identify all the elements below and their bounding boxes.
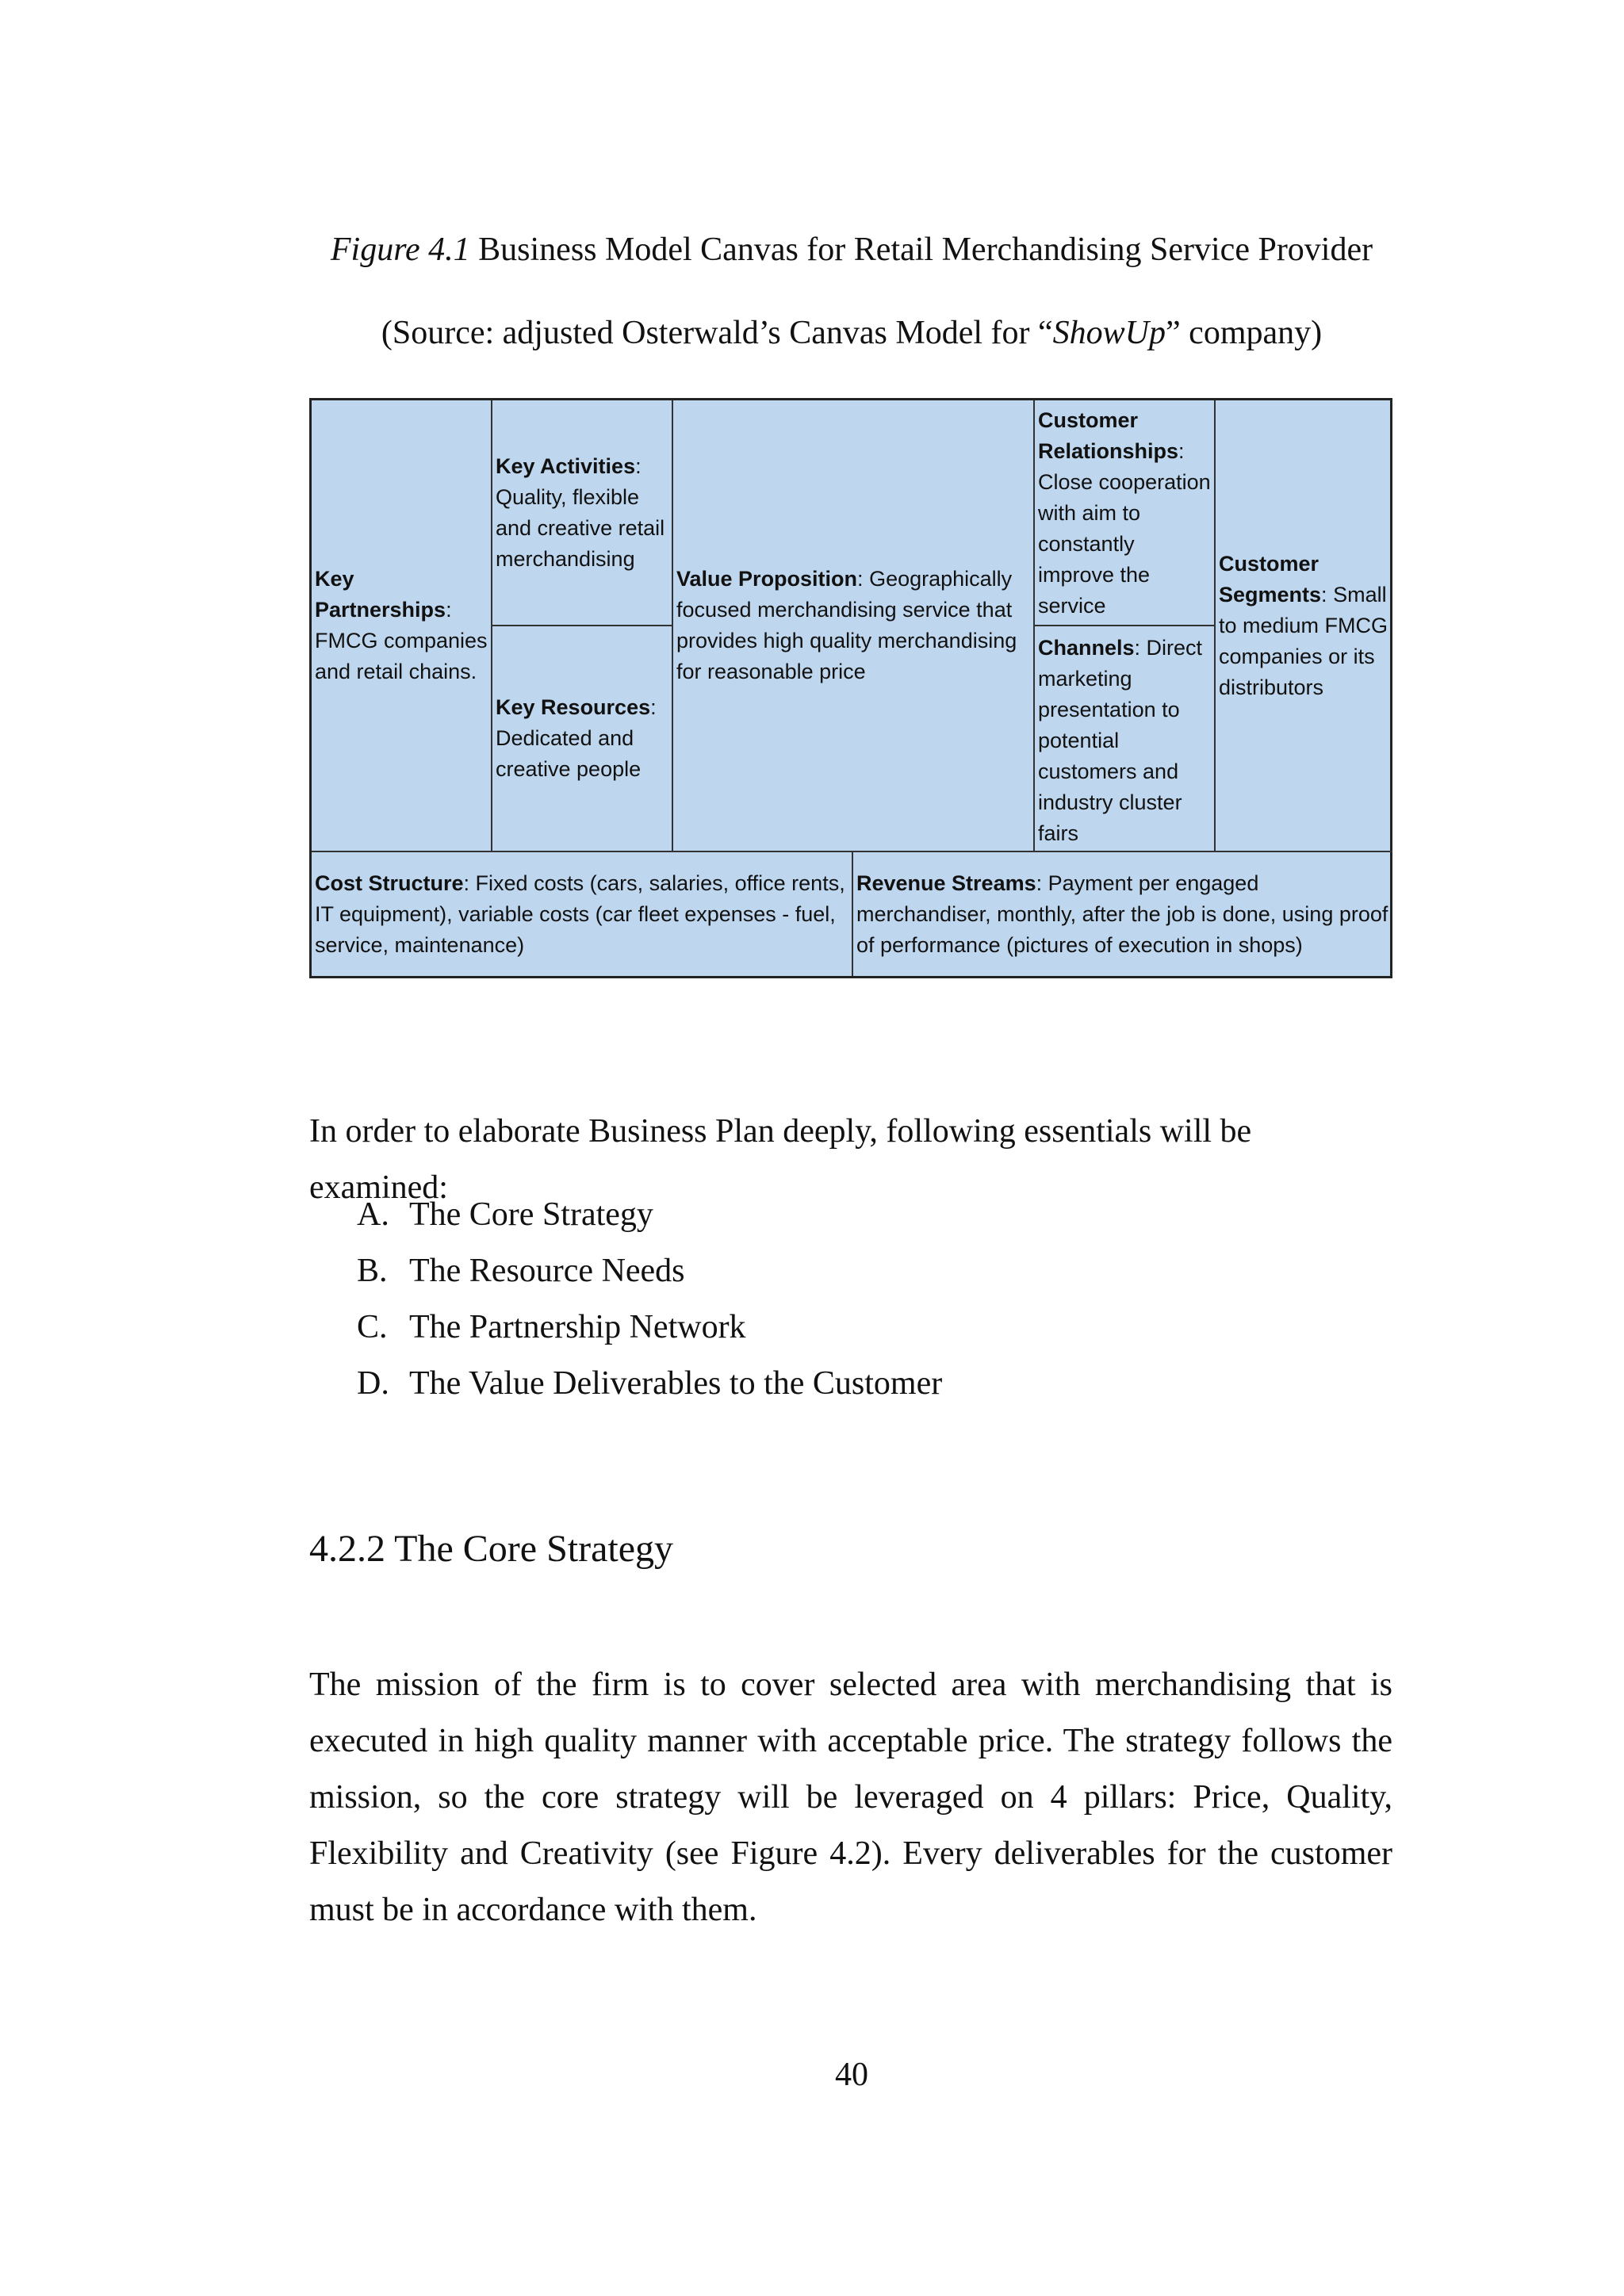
value-proposition-cell: Value Proposition: Geographically focused merchandising service that provides high quality merchandising for reasonable price [673, 400, 1035, 852]
key-partnerships-text: FMCG companies and retail chains. [315, 629, 488, 683]
value-proposition-title: Value Proposition [676, 567, 858, 591]
key-partnerships-cell: Key Partnerships: FMCG companies and retail chains. [312, 400, 492, 852]
page-number: 40 [835, 2057, 868, 2093]
key-resources-text: Dedicated and creative people [496, 726, 642, 781]
business-model-canvas [309, 398, 1392, 978]
figure-label: Figure 4.1 [330, 232, 470, 268]
key-partnerships-title: Key Partnerships [315, 567, 446, 622]
list-marker: B. [357, 1253, 388, 1289]
figure-caption-text: Business Model Canvas for Retail Merchandising Service Provider [469, 232, 1373, 268]
revenue-streams-text: Payment per engaged merchandiser, monthly, after the job is done, using proof of performance (pictures of execution in shops) [856, 871, 1388, 957]
customer-segments-cell: Customer Segments: Small to medium FMCG companies or its distributors [1216, 400, 1392, 852]
list-item [357, 1187, 942, 1243]
customer-relationships-cell: Customer Relationships: Close cooperation with aim to constantly improve the service [1035, 400, 1216, 626]
list-item [357, 1243, 942, 1299]
key-resources-cell: Key Resources: Dedicated and creative people [492, 626, 673, 852]
figure-source [0, 313, 1624, 353]
list-text: The Partnership Network [409, 1309, 746, 1345]
channels-text: Direct marketing presentation to potential customers and industry cluster fairs [1038, 636, 1203, 845]
body-paragraph: The mission of the firm is to cover selected area with merchandising that is executed in high quality manner with acceptable price. The strategy follows the mission, so the core strategy will be leveraged on 4 pillars: Price, Quality, Flexibility and Creativity (see Figure 4.2). Every deliverables for the customer must be in accordance with them. [309, 1667, 1392, 1928]
source-company: ShowUp [1052, 315, 1166, 351]
list-marker: A. [357, 1196, 389, 1233]
list-marker: D. [357, 1365, 389, 1402]
key-activities-cell: Key Activities: Quality, flexible and creative retail merchandising [492, 400, 673, 626]
customer-relationships-text: Close cooperation with aim to constantly improve the service [1038, 470, 1211, 618]
list-item [357, 1299, 942, 1356]
customer-segments-text: Small to medium FMCG companies or its distributors [1219, 582, 1388, 699]
channels-cell: Channels: Direct marketing presentation to potential customers and industry cluster fairs [1035, 626, 1216, 852]
customer-relationships-title: Customer Relationships [1038, 408, 1179, 463]
cost-structure-text: Fixed costs (cars, salaries, office rents, IT equipment), variable costs (car fleet expenses - fuel, service, maintenance) [315, 871, 845, 957]
figure-caption [0, 230, 1624, 270]
intro-paragraph: In order to elaborate Business Plan deeply, following essentials will be examined: [309, 1113, 1252, 1206]
list-marker: C. [357, 1309, 388, 1345]
revenue-streams-title: Revenue Streams [856, 871, 1036, 895]
list-text: The Value Deliverables to the Customer [409, 1365, 943, 1402]
essentials-list [357, 1187, 942, 1412]
key-resources-title: Key Resources [496, 695, 651, 719]
customer-segments-title: Customer Segments [1219, 551, 1322, 607]
channels-title: Channels [1038, 636, 1135, 660]
key-activities-title: Key Activities [496, 453, 636, 478]
list-item [357, 1356, 942, 1412]
revenue-streams-cell: Revenue Streams: Payment per engaged merchandiser, monthly, after the job is done, using proof of performance (pictures of execution in shops) [856, 871, 1388, 957]
cost-structure-cell: Cost Structure: Fixed costs (cars, salaries, office rents, IT equipment), variable costs (car fleet expenses - fuel, service, maintenance) [312, 852, 853, 976]
source-suffix: ” company) [1166, 315, 1323, 351]
key-activities-text: Quality, flexible and creative retail merchandising [496, 484, 665, 571]
source-prefix: (Source: adjusted Osterwald’s Canvas Model for “ [381, 315, 1053, 351]
list-text: The Core Strategy [409, 1196, 653, 1233]
cost-structure-title: Cost Structure [315, 871, 464, 895]
list-text: The Resource Needs [409, 1253, 685, 1289]
section-heading: 4.2.2 The Core Strategy [309, 1528, 674, 1570]
value-proposition-text: Geographically focused merchandising service that provides high quality merchandising for reasonable price [676, 567, 1017, 683]
